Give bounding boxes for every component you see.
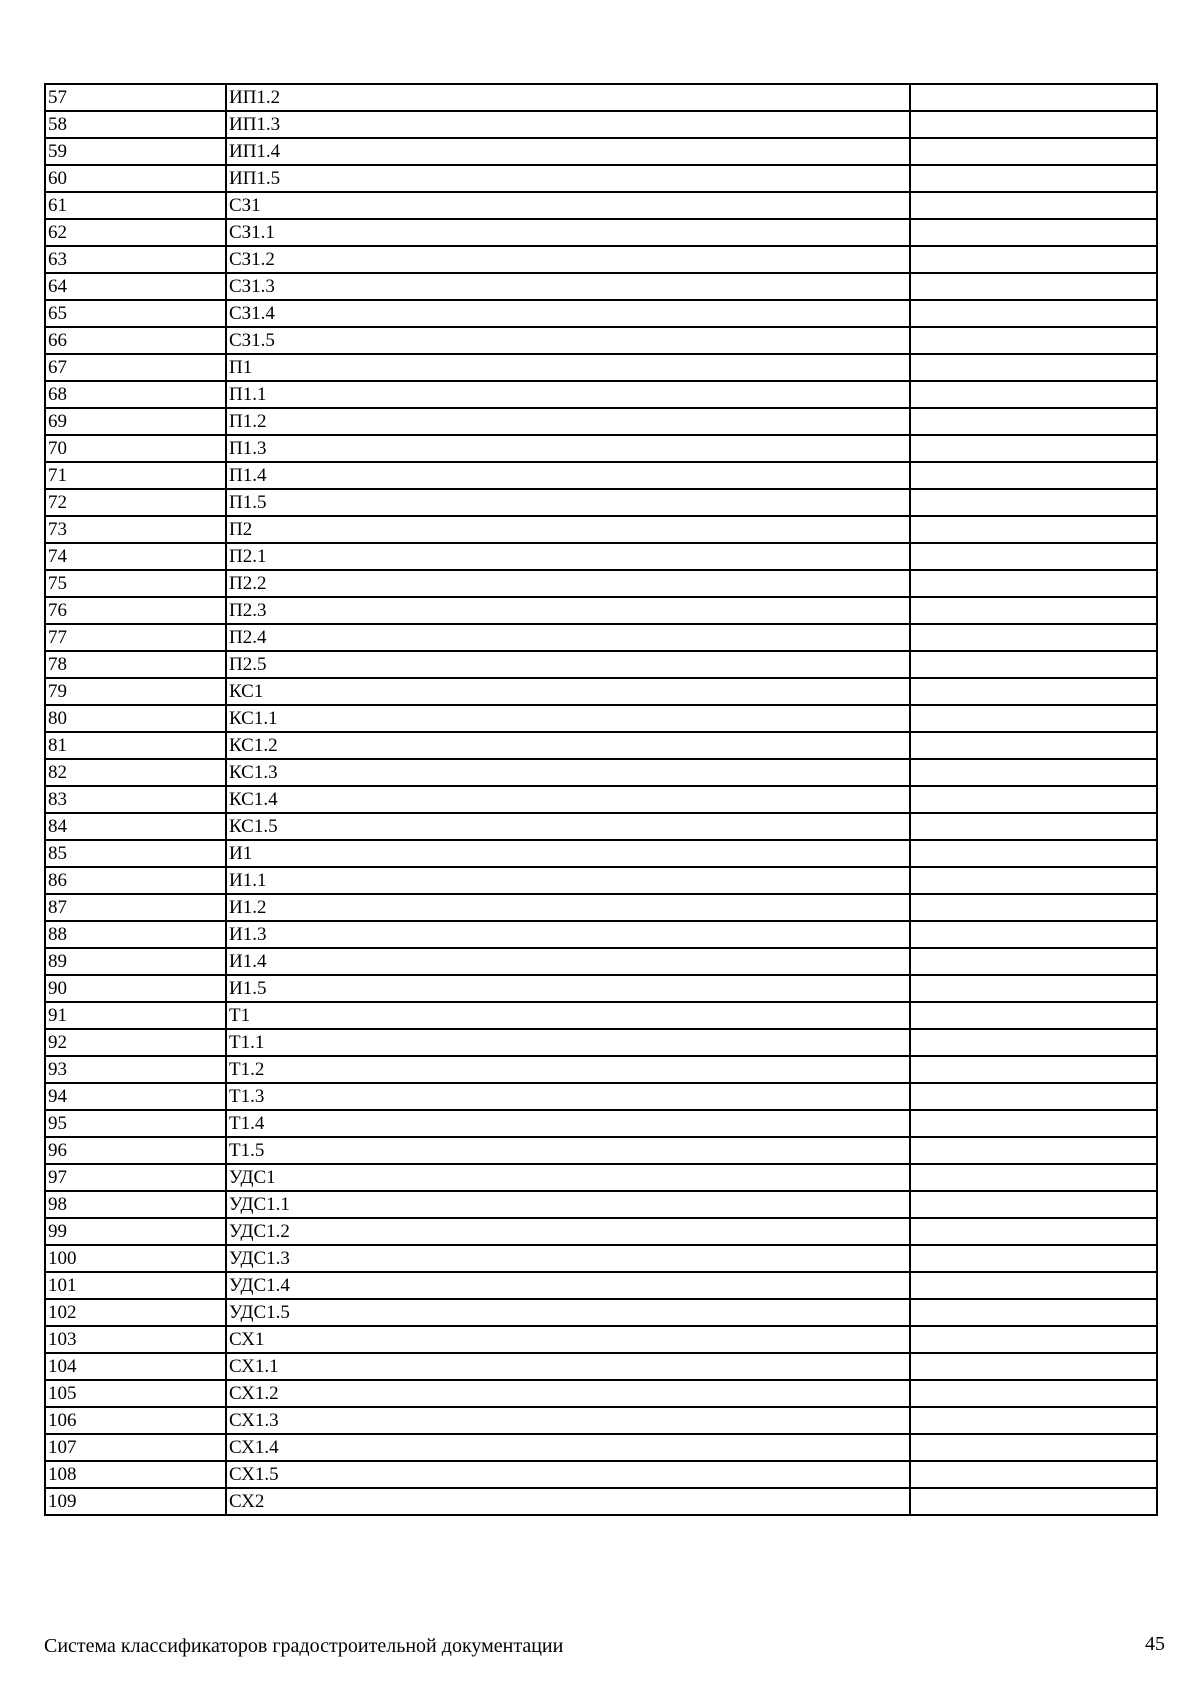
row-empty-cell [910, 435, 1157, 462]
row-code-cell: СЗ1.2 [226, 246, 910, 273]
classifier-table [44, 83, 1158, 1516]
table-row [45, 1488, 1157, 1515]
row-empty-cell [910, 1326, 1157, 1353]
row-code-cell: КС1.2 [226, 732, 910, 759]
row-empty-cell [910, 192, 1157, 219]
table-row [45, 1380, 1157, 1407]
row-code-cell: И1.5 [226, 975, 910, 1002]
row-empty-cell [910, 786, 1157, 813]
table-row [45, 327, 1157, 354]
table-row [45, 1326, 1157, 1353]
table-row [45, 705, 1157, 732]
row-code-cell: СЗ1.1 [226, 219, 910, 246]
row-code-cell: ИП1.5 [226, 165, 910, 192]
row-number-cell: 80 [45, 705, 226, 732]
row-empty-cell [910, 84, 1157, 111]
row-empty-cell [910, 921, 1157, 948]
row-code-cell: П1 [226, 354, 910, 381]
row-number-cell: 68 [45, 381, 226, 408]
table-row [45, 732, 1157, 759]
row-empty-cell [910, 246, 1157, 273]
row-empty-cell [910, 1164, 1157, 1191]
row-code-cell: УДС1.5 [226, 1299, 910, 1326]
row-empty-cell [910, 1245, 1157, 1272]
row-code-cell: П1.1 [226, 381, 910, 408]
row-number-cell: 97 [45, 1164, 226, 1191]
row-number-cell: 100 [45, 1245, 226, 1272]
row-number-cell: 58 [45, 111, 226, 138]
row-empty-cell [910, 894, 1157, 921]
row-empty-cell [910, 165, 1157, 192]
row-number-cell: 88 [45, 921, 226, 948]
row-number-cell: 98 [45, 1191, 226, 1218]
table-row [45, 597, 1157, 624]
row-number-cell: 60 [45, 165, 226, 192]
row-number-cell: 70 [45, 435, 226, 462]
row-number-cell: 79 [45, 678, 226, 705]
row-code-cell: И1.1 [226, 867, 910, 894]
row-code-cell: И1.4 [226, 948, 910, 975]
table-row [45, 1083, 1157, 1110]
table-row [45, 867, 1157, 894]
row-number-cell: 69 [45, 408, 226, 435]
row-number-cell: 101 [45, 1272, 226, 1299]
table-row [45, 192, 1157, 219]
row-code-cell: П2 [226, 516, 910, 543]
table-row [45, 1110, 1157, 1137]
row-number-cell: 74 [45, 543, 226, 570]
row-code-cell: П2.3 [226, 597, 910, 624]
row-empty-cell [910, 1002, 1157, 1029]
row-number-cell: 81 [45, 732, 226, 759]
row-number-cell: 67 [45, 354, 226, 381]
row-number-cell: 57 [45, 84, 226, 111]
table-row [45, 489, 1157, 516]
row-number-cell: 93 [45, 1056, 226, 1083]
row-empty-cell [910, 1029, 1157, 1056]
table-row [45, 1245, 1157, 1272]
row-number-cell: 99 [45, 1218, 226, 1245]
row-empty-cell [910, 381, 1157, 408]
row-code-cell: УДС1.3 [226, 1245, 910, 1272]
table-row [45, 1218, 1157, 1245]
row-empty-cell [910, 1461, 1157, 1488]
row-number-cell: 64 [45, 273, 226, 300]
row-number-cell: 77 [45, 624, 226, 651]
row-empty-cell [910, 354, 1157, 381]
row-empty-cell [910, 408, 1157, 435]
row-code-cell: КС1 [226, 678, 910, 705]
row-code-cell: П1.2 [226, 408, 910, 435]
row-code-cell: ИП1.4 [226, 138, 910, 165]
row-number-cell: 85 [45, 840, 226, 867]
row-number-cell: 61 [45, 192, 226, 219]
row-number-cell: 105 [45, 1380, 226, 1407]
row-empty-cell [910, 1137, 1157, 1164]
table-row [45, 1029, 1157, 1056]
row-number-cell: 102 [45, 1299, 226, 1326]
row-code-cell: УДС1.1 [226, 1191, 910, 1218]
table-row [45, 84, 1157, 111]
row-code-cell: П1.5 [226, 489, 910, 516]
table-row [45, 354, 1157, 381]
table-row [45, 543, 1157, 570]
page-number: 45 [1145, 1633, 1165, 1655]
row-code-cell: СХ1.3 [226, 1407, 910, 1434]
row-empty-cell [910, 813, 1157, 840]
row-number-cell: 65 [45, 300, 226, 327]
table-row [45, 1434, 1157, 1461]
row-empty-cell [910, 489, 1157, 516]
row-empty-cell [910, 597, 1157, 624]
row-empty-cell [910, 732, 1157, 759]
row-number-cell: 72 [45, 489, 226, 516]
table-row [45, 273, 1157, 300]
row-number-cell: 73 [45, 516, 226, 543]
table-row [45, 1461, 1157, 1488]
row-number-cell: 87 [45, 894, 226, 921]
row-empty-cell [910, 1191, 1157, 1218]
table-row [45, 516, 1157, 543]
table-row [45, 408, 1157, 435]
row-empty-cell [910, 273, 1157, 300]
row-code-cell: СЗ1.4 [226, 300, 910, 327]
row-code-cell: И1 [226, 840, 910, 867]
row-code-cell: П1.4 [226, 462, 910, 489]
table-row [45, 1137, 1157, 1164]
row-code-cell: СЗ1 [226, 192, 910, 219]
row-empty-cell [910, 624, 1157, 651]
table-row [45, 300, 1157, 327]
table-row [45, 246, 1157, 273]
row-number-cell: 95 [45, 1110, 226, 1137]
row-empty-cell [910, 840, 1157, 867]
row-code-cell: И1.2 [226, 894, 910, 921]
row-number-cell: 91 [45, 1002, 226, 1029]
row-number-cell: 90 [45, 975, 226, 1002]
table-row [45, 624, 1157, 651]
row-code-cell: УДС1.2 [226, 1218, 910, 1245]
row-code-cell: И1.3 [226, 921, 910, 948]
row-code-cell: Т1.4 [226, 1110, 910, 1137]
table-row [45, 975, 1157, 1002]
row-empty-cell [910, 111, 1157, 138]
row-empty-cell [910, 543, 1157, 570]
row-code-cell: ИП1.3 [226, 111, 910, 138]
row-code-cell: СЗ1.5 [226, 327, 910, 354]
table-row [45, 1299, 1157, 1326]
row-code-cell: Т1.3 [226, 1083, 910, 1110]
row-empty-cell [910, 1434, 1157, 1461]
row-code-cell: КС1.5 [226, 813, 910, 840]
footer-title: Система классификаторов градостроительной документации [44, 1635, 564, 1657]
row-code-cell: СЗ1.3 [226, 273, 910, 300]
table-row [45, 840, 1157, 867]
row-empty-cell [910, 651, 1157, 678]
table-row [45, 1191, 1157, 1218]
row-number-cell: 82 [45, 759, 226, 786]
table-row [45, 138, 1157, 165]
row-number-cell: 94 [45, 1083, 226, 1110]
row-number-cell: 96 [45, 1137, 226, 1164]
row-number-cell: 84 [45, 813, 226, 840]
row-code-cell: П1.3 [226, 435, 910, 462]
table-row [45, 1056, 1157, 1083]
table-row [45, 435, 1157, 462]
row-code-cell: КС1.3 [226, 759, 910, 786]
table-row [45, 678, 1157, 705]
table-row [45, 219, 1157, 246]
row-code-cell: СХ1.1 [226, 1353, 910, 1380]
row-empty-cell [910, 1083, 1157, 1110]
row-code-cell: Т1.1 [226, 1029, 910, 1056]
row-empty-cell [910, 300, 1157, 327]
row-number-cell: 107 [45, 1434, 226, 1461]
row-empty-cell [910, 867, 1157, 894]
row-code-cell: П2.1 [226, 543, 910, 570]
row-empty-cell [910, 975, 1157, 1002]
table-row [45, 651, 1157, 678]
row-code-cell: Т1.5 [226, 1137, 910, 1164]
row-number-cell: 89 [45, 948, 226, 975]
row-empty-cell [910, 1353, 1157, 1380]
row-empty-cell [910, 1218, 1157, 1245]
table-row [45, 1407, 1157, 1434]
row-number-cell: 109 [45, 1488, 226, 1515]
row-number-cell: 66 [45, 327, 226, 354]
table-row [45, 894, 1157, 921]
row-code-cell: УДС1.4 [226, 1272, 910, 1299]
table-row [45, 1353, 1157, 1380]
row-empty-cell [910, 327, 1157, 354]
row-code-cell: ИП1.2 [226, 84, 910, 111]
row-empty-cell [910, 759, 1157, 786]
table-row [45, 462, 1157, 489]
row-number-cell: 71 [45, 462, 226, 489]
row-empty-cell [910, 1407, 1157, 1434]
row-number-cell: 63 [45, 246, 226, 273]
row-empty-cell [910, 1299, 1157, 1326]
row-number-cell: 86 [45, 867, 226, 894]
table-row [45, 948, 1157, 975]
row-number-cell: 83 [45, 786, 226, 813]
row-code-cell: СХ1.2 [226, 1380, 910, 1407]
row-number-cell: 106 [45, 1407, 226, 1434]
row-code-cell: П2.4 [226, 624, 910, 651]
table-row [45, 111, 1157, 138]
row-code-cell: СХ1 [226, 1326, 910, 1353]
row-code-cell: П2.2 [226, 570, 910, 597]
row-empty-cell [910, 1110, 1157, 1137]
row-number-cell: 59 [45, 138, 226, 165]
row-empty-cell [910, 462, 1157, 489]
row-empty-cell [910, 219, 1157, 246]
row-empty-cell [910, 678, 1157, 705]
row-code-cell: СХ1.4 [226, 1434, 910, 1461]
row-number-cell: 75 [45, 570, 226, 597]
row-number-cell: 76 [45, 597, 226, 624]
row-number-cell: 78 [45, 651, 226, 678]
row-code-cell: П2.5 [226, 651, 910, 678]
row-number-cell: 62 [45, 219, 226, 246]
table-row [45, 1272, 1157, 1299]
row-code-cell: Т1.2 [226, 1056, 910, 1083]
row-code-cell: СХ1.5 [226, 1461, 910, 1488]
table-body [45, 84, 1157, 1515]
table-row [45, 1164, 1157, 1191]
table-row [45, 570, 1157, 597]
row-code-cell: УДС1 [226, 1164, 910, 1191]
row-empty-cell [910, 516, 1157, 543]
table-row [45, 759, 1157, 786]
row-empty-cell [910, 138, 1157, 165]
row-empty-cell [910, 1056, 1157, 1083]
row-code-cell: СХ2 [226, 1488, 910, 1515]
table-row [45, 1002, 1157, 1029]
row-number-cell: 104 [45, 1353, 226, 1380]
row-empty-cell [910, 705, 1157, 732]
row-number-cell: 92 [45, 1029, 226, 1056]
row-empty-cell [910, 1488, 1157, 1515]
row-empty-cell [910, 570, 1157, 597]
row-code-cell: КС1.4 [226, 786, 910, 813]
row-code-cell: КС1.1 [226, 705, 910, 732]
row-number-cell: 108 [45, 1461, 226, 1488]
table-row [45, 786, 1157, 813]
row-code-cell: Т1 [226, 1002, 910, 1029]
table-row [45, 813, 1157, 840]
table-row [45, 381, 1157, 408]
row-empty-cell [910, 948, 1157, 975]
row-empty-cell [910, 1380, 1157, 1407]
table-row [45, 921, 1157, 948]
row-empty-cell [910, 1272, 1157, 1299]
table-row [45, 165, 1157, 192]
row-number-cell: 103 [45, 1326, 226, 1353]
